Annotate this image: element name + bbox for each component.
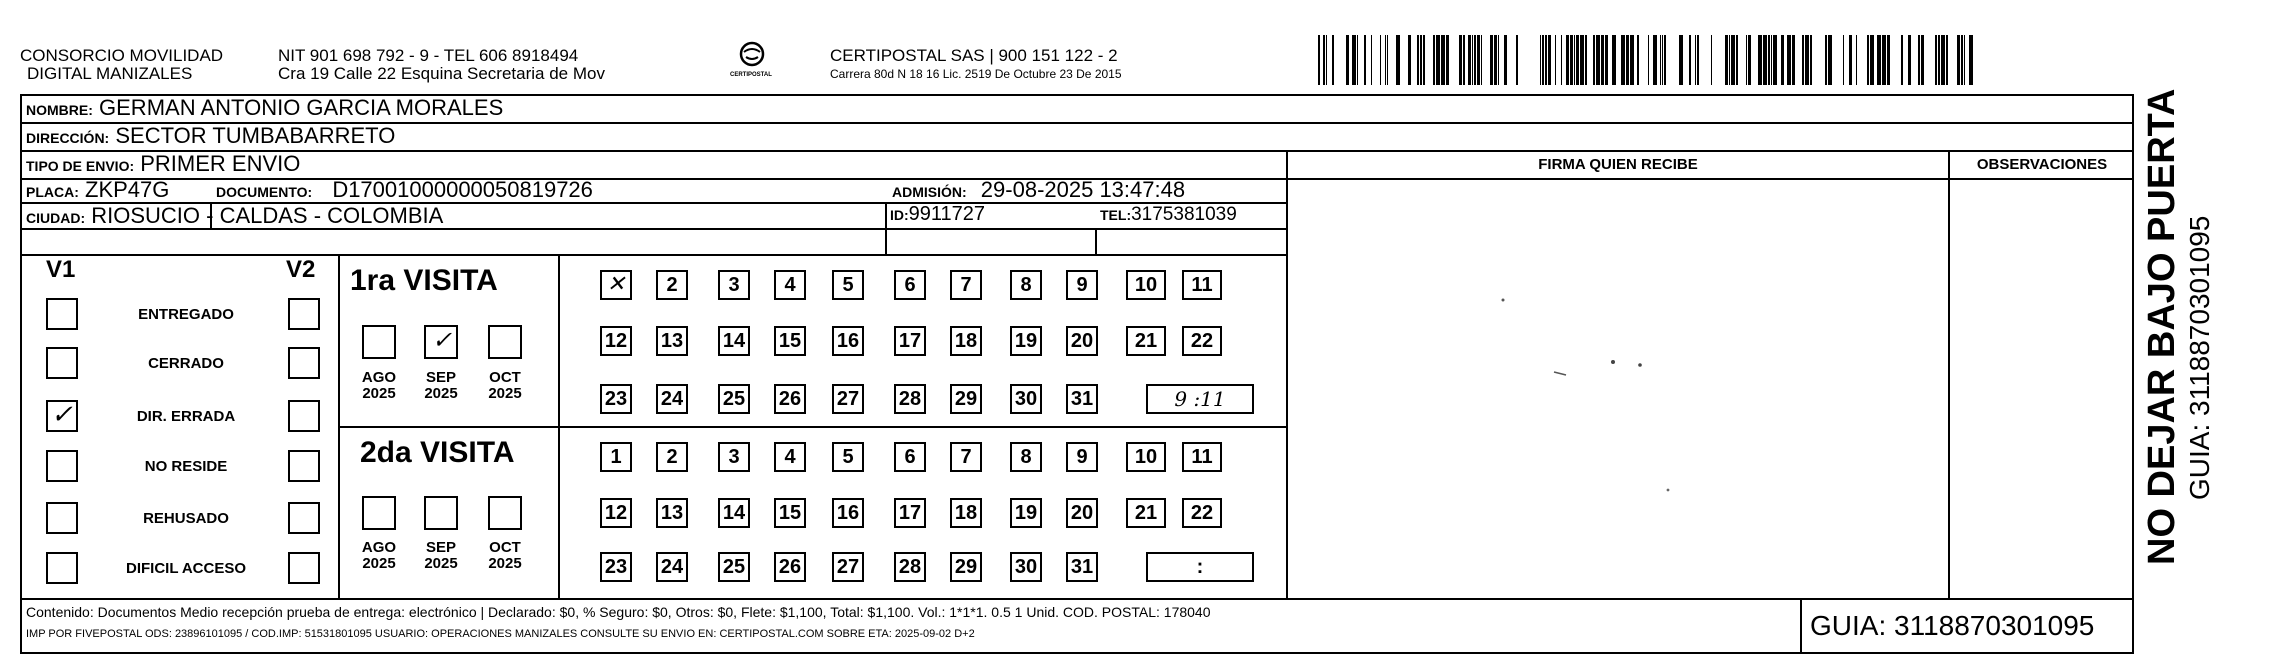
day-box-5[interactable]: 5: [832, 270, 864, 300]
day-box-28[interactable]: 28: [894, 552, 926, 582]
check-mark-icon: ✓: [432, 326, 453, 354]
company-nit: NIT 901 698 792 - 9 - TEL 606 8918494: [278, 46, 579, 65]
day-box-5[interactable]: 5: [832, 442, 864, 472]
month-year: 2025: [362, 385, 396, 402]
company-address: Cra 19 Calle 22 Esquina Secretaria de Mov: [278, 64, 605, 83]
day-box-12[interactable]: 12: [600, 498, 632, 528]
month-name: SEP: [425, 369, 456, 386]
v1-checkbox[interactable]: [46, 347, 78, 379]
first-visit-title: 1ra VISITA: [350, 264, 498, 297]
day-box-13[interactable]: 13: [656, 326, 688, 356]
documento-label: DOCUMENTO:: [216, 184, 313, 200]
recipient-name: GERMAN ANTONIO GARCIA MORALES: [99, 95, 504, 120]
v1-checkbox[interactable]: [46, 400, 78, 432]
nombre-label: NOMBRE:: [26, 102, 93, 118]
day-box-26[interactable]: 26: [774, 384, 806, 414]
status-option-label: ENTREGADO: [138, 306, 234, 323]
month-label: [483, 370, 527, 402]
courier-name: CERTIPOSTAL SAS | 900 151 122 - 2: [830, 46, 1118, 65]
day-box-27[interactable]: 27: [832, 384, 864, 414]
status-option-label: DIR. ERRADA: [136, 408, 236, 425]
day-box-13[interactable]: 13: [656, 498, 688, 528]
direccion-row: [26, 123, 395, 149]
day-box-24[interactable]: 24: [656, 552, 688, 582]
id-value: 9911727: [908, 203, 986, 225]
month-label: [419, 370, 463, 402]
day-box-2[interactable]: 2: [656, 270, 688, 300]
day-box-25[interactable]: 25: [718, 552, 750, 582]
day-box-24[interactable]: 24: [656, 384, 688, 414]
day-box-16[interactable]: 16: [832, 326, 864, 356]
day-box-21[interactable]: 21: [1126, 498, 1166, 528]
v2-label: V2: [286, 256, 316, 283]
v1-checkbox[interactable]: [46, 502, 78, 534]
admission-date: 29-08-2025 13:47:48: [980, 177, 1186, 202]
month-year: 2025: [424, 555, 458, 572]
certipostal-logo: [722, 38, 782, 88]
month-label: [357, 540, 401, 572]
day-box-7[interactable]: 7: [950, 270, 982, 300]
day-box-23[interactable]: 23: [600, 552, 632, 582]
direccion-label: DIRECCIÓN:: [26, 130, 110, 146]
month-label: [357, 370, 401, 402]
v2-checkbox[interactable]: [288, 347, 320, 379]
day-box-23[interactable]: 23: [600, 384, 632, 414]
month-name: OCT: [489, 539, 521, 556]
v2-checkbox[interactable]: [288, 400, 320, 432]
day-box-31[interactable]: 31: [1066, 552, 1098, 582]
city: RIOSUCIO - CALDAS - COLOMBIA: [91, 203, 444, 228]
v2-checkbox[interactable]: [288, 450, 320, 482]
day-box-9[interactable]: 9: [1066, 270, 1098, 300]
ciudad-row: [26, 203, 443, 229]
month-checkbox[interactable]: [424, 325, 458, 359]
month-year: 2025: [424, 385, 458, 402]
day-box-8[interactable]: 8: [1010, 270, 1042, 300]
v2-checkbox[interactable]: [288, 298, 320, 330]
id-label: ID:: [890, 207, 909, 223]
day-box-4[interactable]: 4: [774, 270, 806, 300]
month-checkbox[interactable]: [362, 325, 396, 359]
day-box-19[interactable]: 19: [1010, 326, 1042, 356]
month-checkbox[interactable]: [362, 496, 396, 530]
placa-label: PLACA:: [26, 184, 79, 200]
shipment-type: PRIMER ENVIO: [140, 151, 301, 176]
v1-checkbox[interactable]: [46, 450, 78, 482]
tel-label: TEL:: [1100, 207, 1132, 223]
status-option-label: REHUSADO: [143, 510, 229, 527]
month-year: 2025: [488, 385, 522, 402]
month-name: OCT: [489, 369, 521, 386]
day-box-6[interactable]: 6: [894, 270, 926, 300]
month-name: AGO: [361, 539, 397, 556]
day-box-12[interactable]: 12: [600, 326, 632, 356]
document-number: D17001000000050819726: [332, 177, 593, 202]
day-box-16[interactable]: 16: [832, 498, 864, 528]
barcode: [1318, 35, 1978, 85]
day-box-4[interactable]: 4: [774, 442, 806, 472]
day-box-11[interactable]: 11: [1182, 270, 1222, 300]
tel-value: 3175381039: [1131, 204, 1237, 225]
x-mark-icon: ✕: [606, 272, 626, 297]
day-box-15[interactable]: 15: [774, 498, 806, 528]
day-box-18[interactable]: 18: [950, 498, 982, 528]
day-box-6[interactable]: 6: [894, 442, 926, 472]
v1-checkbox[interactable]: [46, 298, 78, 330]
day-box-17[interactable]: 17: [894, 326, 926, 356]
day-box-26[interactable]: 26: [774, 552, 806, 582]
day-box-10[interactable]: 10: [1126, 442, 1166, 472]
tipo-row: [26, 151, 300, 177]
side-guia: [2184, 170, 2216, 500]
day-box-19[interactable]: 19: [1010, 498, 1042, 528]
second-visit-title: 2da VISITA: [360, 436, 515, 469]
day-box-2[interactable]: 2: [656, 442, 688, 472]
v2-checkbox[interactable]: [288, 502, 320, 534]
status-option-label: CERRADO: [148, 355, 224, 372]
first-visit-time[interactable]: [1146, 384, 1254, 414]
tipo-label: TIPO DE ENVIO:: [26, 158, 135, 174]
day-box-27[interactable]: 27: [832, 552, 864, 582]
day-box-14[interactable]: 14: [718, 498, 750, 528]
v2-checkbox[interactable]: [288, 552, 320, 584]
day-box-22[interactable]: 22: [1182, 326, 1222, 356]
v1-label: V1: [46, 256, 76, 283]
side-guia-number: GUIA: 3118870301095: [2184, 215, 2215, 500]
month-label: [419, 540, 463, 572]
month-year: 2025: [488, 555, 522, 572]
day-box-14[interactable]: 14: [718, 326, 750, 356]
day-box-20[interactable]: 20: [1066, 326, 1098, 356]
recipient-address: SECTOR TUMBABARRETO: [115, 123, 396, 148]
signature-area[interactable]: [1288, 180, 1948, 598]
footer-guia: GUIA: 3118870301095: [1810, 610, 2095, 641]
day-box-29[interactable]: 29: [950, 552, 982, 582]
day-box-30[interactable]: 30: [1010, 384, 1042, 414]
month-checkbox[interactable]: [488, 325, 522, 359]
courier-address: Carrera 80d N 18 16 Lic. 2519 De Octubre 23 De 2015: [830, 67, 1122, 81]
day-box-18[interactable]: 18: [950, 326, 982, 356]
status-option-label: NO RESIDE: [144, 458, 228, 475]
plate-number: ZKP47G: [85, 177, 170, 202]
placa-row: [26, 177, 169, 203]
tel-row: [1100, 204, 1237, 226]
day-box-15[interactable]: 15: [774, 326, 806, 356]
documento-row: [216, 177, 593, 203]
day-box-1[interactable]: [600, 270, 632, 300]
no-dejar-bajo-puerta: NO DEJAR BAJO PUERTA: [2141, 88, 2183, 565]
ciudad-label: CIUDAD:: [26, 210, 86, 226]
day-box-30[interactable]: 30: [1010, 552, 1042, 582]
logo-text: CERTIPOSTAL: [730, 72, 772, 78]
observaciones-header: OBSERVACIONES: [1976, 156, 2108, 173]
day-box-21[interactable]: 21: [1126, 326, 1166, 356]
day-box-3[interactable]: 3: [718, 442, 750, 472]
day-box-8[interactable]: 8: [1010, 442, 1042, 472]
day-box-7[interactable]: 7: [950, 442, 982, 472]
check-mark-icon: ✓: [51, 400, 73, 430]
side-warning: [2140, 88, 2184, 565]
day-box-17[interactable]: 17: [894, 498, 926, 528]
company-name-line2: DIGITAL MANIZALES: [27, 64, 193, 83]
admision-row: [892, 177, 1185, 203]
time-value: :: [1196, 556, 1204, 578]
day-box-25[interactable]: 25: [718, 384, 750, 414]
day-box-31[interactable]: 31: [1066, 384, 1098, 414]
time-value: 9 :11: [1174, 387, 1226, 411]
company-name-line1: CONSORCIO MOVILIDAD: [20, 46, 224, 65]
footer-content: Contenido: Documentos Medio recepción prueba de entrega: electrónico | Declarado: $0, % Seguro: $0, Otros: $0, Flete: $1,100, Total: $1,100. Vol.: 1*1*1. 0.5 1 Unid. COD. POSTAL: 178040: [26, 604, 1211, 620]
firma-header: FIRMA QUIEN RECIBE: [1538, 156, 1698, 173]
day-box-1[interactable]: 1: [600, 442, 632, 472]
v1-checkbox[interactable]: [46, 552, 78, 584]
day-box-22[interactable]: 22: [1182, 498, 1222, 528]
month-year: 2025: [362, 555, 396, 572]
day-box-10[interactable]: 10: [1126, 270, 1166, 300]
month-checkbox[interactable]: [488, 496, 522, 530]
nombre-row: [26, 95, 503, 121]
id-row: [890, 203, 985, 226]
month-label: [483, 540, 527, 572]
day-box-28[interactable]: 28: [894, 384, 926, 414]
month-checkbox[interactable]: [424, 496, 458, 530]
day-box-11[interactable]: 11: [1182, 442, 1222, 472]
day-box-20[interactable]: 20: [1066, 498, 1098, 528]
status-option-label: DIFICIL ACCESO: [125, 560, 246, 577]
admision-label: ADMISIÓN:: [892, 184, 967, 200]
month-name: AGO: [361, 369, 397, 386]
second-visit-time[interactable]: [1146, 552, 1254, 582]
month-name: SEP: [425, 539, 456, 556]
day-box-29[interactable]: 29: [950, 384, 982, 414]
footer-print-info: IMP POR FIVEPOSTAL ODS: 23896101095 / COD.IMP: 51531801095 USUARIO: OPERACIONES MANIZALES CONSULTE SU ENVIO EN: CERTIPOSTAL.COM SOBRE ETA: 2025-09-02 D+2: [26, 628, 975, 640]
day-box-3[interactable]: 3: [718, 270, 750, 300]
day-box-9[interactable]: 9: [1066, 442, 1098, 472]
